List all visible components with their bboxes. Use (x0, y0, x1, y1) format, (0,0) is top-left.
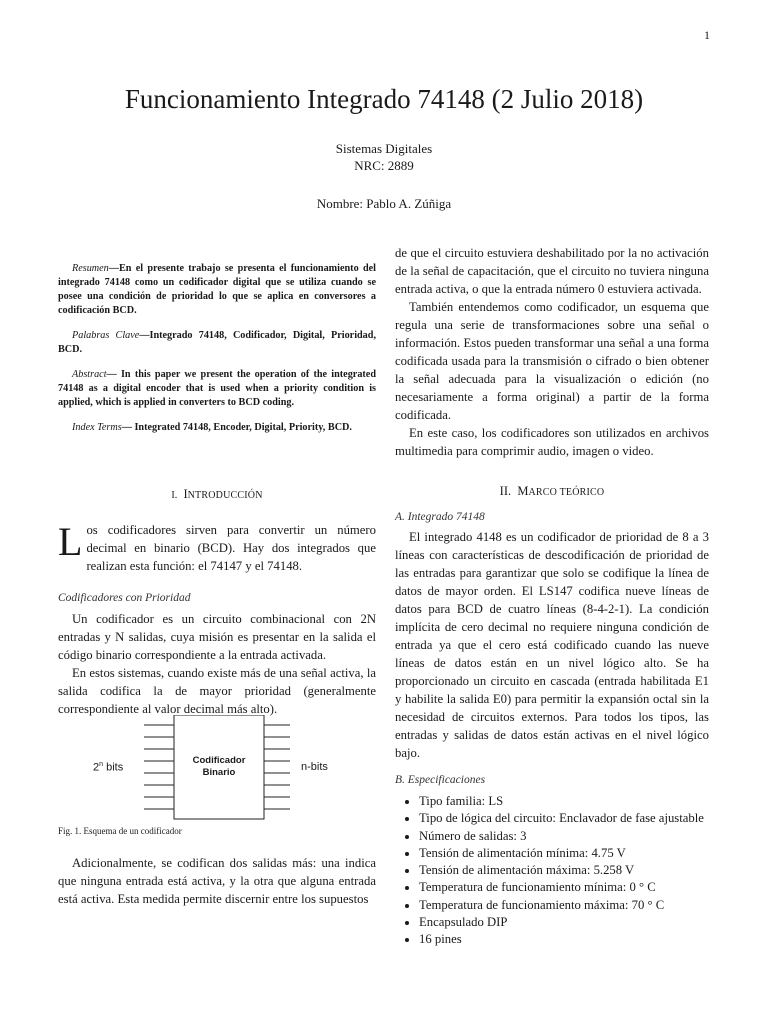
abstract-es-label: Resumen (72, 263, 109, 274)
figure-encoder-diagram (90, 715, 360, 820)
input-label-rest: bits (103, 761, 124, 774)
abstract-en-label: Abstract (72, 369, 107, 380)
section1-title-first: I (183, 487, 188, 501)
spec-item: • Tipo familia: LS (419, 793, 709, 810)
spec-item: • Tipo de lógica del circuito: Enclavador de fase ajustable (419, 810, 709, 827)
section-introduccion (58, 485, 376, 718)
dropcap-letter: L (58, 519, 83, 564)
figure1-caption: Fig. 1. Esquema de un codificador (58, 826, 182, 836)
paragraph-en-este-caso: En este caso, los codificadores son utilizados en archivos multimedia para comprimir audio, imagen o video. (395, 426, 709, 458)
paragraph-continuation: de que el circuito estuviera deshabilitado por la no activación de la señal de capacitación, que el circuito no tuviera ninguna entrada activa, o que la entrada número 0 estuviera activada. (395, 246, 709, 296)
output-bits-label: n-bits (301, 761, 328, 773)
keywords-es-label: Palabras Clave (72, 330, 140, 341)
specs-list (395, 793, 709, 949)
course-name: Sistemas Digitales (335, 141, 433, 156)
section-marco-teorico (395, 482, 709, 949)
paragraph-tambien: También entendemos como codificador, un esquema que regula una serie de transformaciones sobre una señal o información. Estos pueden transformar una señal a una forma codificada usada para la transmisión o cifrado o bien obtener la señal adecuada para la visualización o edición (no necesariamente a forma original) a partir de la forma codificada. (395, 300, 709, 422)
paragraph-prioridad: En estos sistemas, cuando existe más de una señal activa, la salida codifica la de mayor prioridad (generalmente correspondiente al valor decimal más alto). (58, 666, 376, 716)
abstract-es-text: —En el presente trabajo se presenta el funcionamiento del integrado 74148 como un codificador digital que se utiliza cuando se posee una condición de prioridad lo que se aplica en conversores a codificación BCD. (58, 263, 376, 316)
right-column-top (395, 244, 709, 460)
paragraph-codificador-def: Un codificador es un circuito combinacional con 2N entradas y N salidas, cuya misión es presentar en la salida el código binario correspondiente a la entrada activada. (58, 612, 376, 662)
section1-title-rest: NTRODUCCIÓN (187, 490, 263, 501)
section2-title-first: M (517, 484, 529, 498)
encoder-box-label (174, 755, 264, 779)
encoder-label-line1: Codificador (192, 755, 246, 766)
page-number: 1 (704, 28, 710, 42)
intro-paragraph (58, 521, 376, 575)
section2-title-rest: ARCO TEÓRICO (528, 487, 605, 498)
spec-item: • 16 pines (419, 931, 709, 948)
spec-item: • Encapsulado DIP (419, 914, 709, 931)
index-terms-label: Index Terms (72, 422, 122, 433)
index-terms (58, 421, 376, 435)
spec-item: • Tensión de alimentación mínima: 4.75 V (419, 845, 709, 862)
paragraph-integrado-description: El integrado 4148 es un codificador de prioridad de 8 a 3 líneas con características de descodificación de prioridad de las entradas para garantizar que solo se codifique la línea de datos de mayor orden. El LS147 codifica nueve líneas de datos para BCD de cuatro líneas (8-4-2-1). La condición implícita de cero decimal no requiere ninguna condición de entrada ya que el cero está codificado cuando las nueve líneas de datos están en un nivel lógico alto. Se ha proporcionado un circuito en cascada (entrada habilitada E1 y habilite la salida E0) para permitir la expansión octal sin la necesidad de circuitos externos. Para todos los tipos, las entradas y salidas de datos están activas en el nivel lógico bajo. (395, 530, 709, 760)
input-lines (144, 725, 174, 809)
keywords-es (58, 329, 376, 357)
section2-numeral: II. (499, 484, 512, 498)
section2-heading (395, 482, 709, 502)
paragraph-adicionalmente-block (58, 854, 376, 908)
index-terms-text: — Integrated 74148, Encoder, Digital, Priority, BCD. (121, 422, 352, 433)
paper-title: Funcionamiento Integrado 74148 (2 Julio 2018) (124, 84, 644, 114)
subsection-codificadores-prioridad: Codificadores con Prioridad (58, 592, 191, 604)
author-name: Nombre: Pablo A. Zúñiga (316, 196, 452, 211)
encoder-label-line2: Binario (202, 767, 236, 778)
input-label-base: 2 (93, 761, 100, 774)
input-bits-label (93, 761, 123, 774)
spec-item: • Temperatura de funcionamiento mínima: 0 ° C (419, 879, 709, 896)
section1-numeral: I. (171, 490, 178, 501)
spec-item: • Temperatura de funcionamiento máxima: 70 ° C (419, 897, 709, 914)
nrc-code: NRC: 2889 (354, 158, 414, 173)
spec-item: • Tensión de alimentación máxima: 5.258 V (419, 862, 709, 879)
subsection-especificaciones: B. Especificaciones (395, 774, 486, 786)
input-label-sup: n (99, 761, 104, 768)
abstract-en-text: — In this paper we present the operation of the integrated 74148 as a digital encoder that is used when a priority condition is applied, which is applied in converters to BCD coding. (58, 369, 376, 408)
keywords-es-text: —Integrado 74148, Codificador, Digital, Prioridad, BCD. (58, 330, 376, 355)
abstract-en (58, 368, 376, 410)
paragraph-adicionalmente: Adicionalmente, se codifican dos salidas más: una indica que ninguna entrada está activa, y la otra que alguna entrada está activa. Esta medida permite discernir entre los supuestos (58, 856, 376, 906)
spec-item: • Número de salidas: 3 (419, 828, 709, 845)
intro-text: os codificadores sirven para convertir un número decimal en binario (BCD). Hay dos integrados que realizan esta función: el 74147 y el 74148. (86, 523, 376, 573)
abstract-es (58, 262, 376, 318)
output-lines (264, 725, 290, 809)
subsection-integrado-74148: A. Integrado 74148 (395, 511, 485, 523)
abstract-block (58, 262, 376, 435)
course-info (0, 140, 768, 174)
section1-heading (58, 485, 376, 505)
